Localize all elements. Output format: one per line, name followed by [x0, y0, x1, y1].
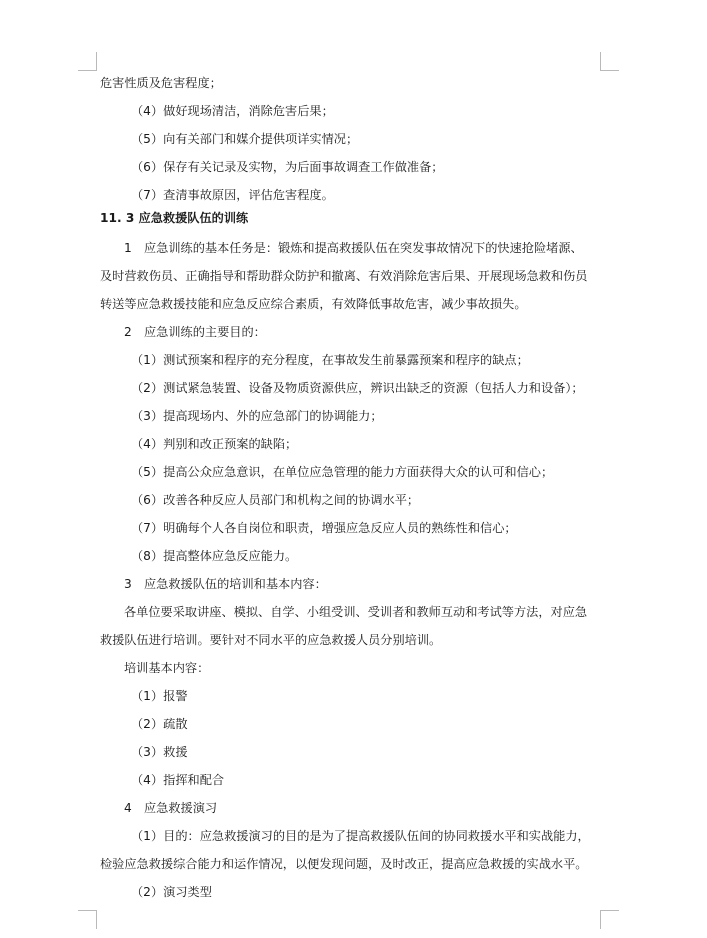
list-item: （1）测试预案和程序的充分程度，在事故发生前暴露预案和程序的缺点；	[131, 353, 529, 367]
paragraph-line: 各单位要采取讲座、模拟、自学、小组受训、受训者和教师互动和考试等方法，对应急	[124, 605, 588, 619]
crop-mark-bottom-left	[78, 910, 97, 929]
list-item: （4）指挥和配合	[131, 773, 225, 787]
subsection-heading: 2 应急训练的主要目的：	[124, 325, 266, 339]
paragraph-line: 及时营救伤员、正确指导和帮助群众防护和撤离、有效消除危害后果、开展现场急救和伤员	[100, 269, 588, 283]
subsection-heading: 3 应急救援队伍的培训和基本内容：	[124, 577, 327, 591]
list-item: （7）明确每个人各自岗位和职责，增强应急反应人员的熟练性和信心；	[131, 521, 517, 535]
list-item: （5）提高公众应急意识，在单位应急管理的能力方面获得大众的认可和信心；	[131, 465, 554, 479]
paragraph-line: 救援队伍进行培训。要针对不同水平的应急救援人员分别培训。	[100, 633, 442, 647]
list-item: （1）报警	[131, 689, 188, 703]
crop-mark-top-left	[78, 52, 97, 71]
section-heading: 11. 3 应急救援队伍的训练	[100, 211, 249, 225]
list-item: （7）查清事故原因，评估危害程度。	[131, 188, 334, 202]
list-item: （3）救援	[131, 745, 188, 759]
crop-mark-bottom-right	[600, 910, 619, 929]
paragraph-line: （1）目的：应急救援演习的目的是为了提高救援队伍间的协同救援水平和实战能力，	[131, 829, 590, 843]
crop-mark-top-right	[600, 52, 619, 71]
list-item: （2）疏散	[131, 717, 188, 731]
list-item: （2）测试紧急装置、设备及物质资源供应，辨识出缺乏的资源（包括人力和设备）；	[131, 381, 584, 395]
paragraph-line: 1 应急训练的基本任务是：锻炼和提高救援队伍在突发事故情况下的快速抢险堵源、	[124, 241, 583, 255]
subsection-heading: 4 应急救援演习	[124, 801, 218, 815]
list-item: （5）向有关部门和媒介提供项详实情况；	[131, 132, 359, 146]
list-item: （4）做好现场清洁，消除危害后果；	[131, 104, 334, 118]
text-line: 危害性质及危害程度；	[100, 76, 222, 90]
paragraph-line: 检验应急救援综合能力和运作情况，以便发现问题，及时改正，提高应急救援的实战水平。	[100, 857, 588, 871]
list-item: （4）判别和改正预案的缺陷；	[131, 437, 298, 451]
list-item: （3）提高现场内、外的应急部门的协调能力；	[131, 409, 383, 423]
paragraph-line: 转送等应急救援技能和应急反应综合素质，有效降低事故危害，减少事故损失。	[100, 297, 527, 311]
list-item: （6）保存有关记录及实物，为后面事故调查工作做准备；	[131, 160, 444, 174]
paragraph-line: 培训基本内容：	[124, 661, 210, 675]
list-item: （2）演习类型	[131, 885, 212, 899]
list-item: （8）提高整体应急反应能力。	[131, 549, 298, 563]
list-item: （6）改善各种反应人员部门和机构之间的协调水平；	[131, 493, 420, 507]
